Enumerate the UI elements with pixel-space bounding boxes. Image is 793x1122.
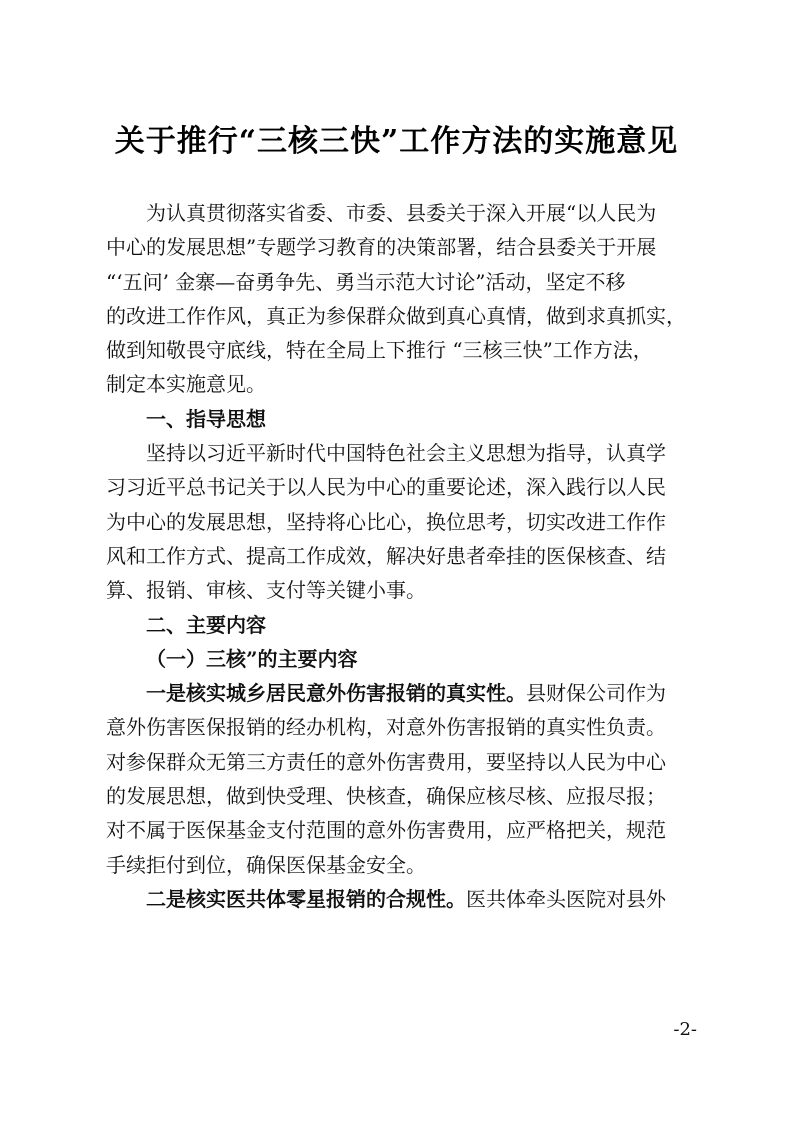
section-heading-guiding-ideology: 一、指导思想	[146, 406, 266, 431]
guiding-ideology-paragraph	[106, 436, 690, 607]
text-line	[106, 676, 690, 710]
page-number: -2-	[673, 1019, 697, 1040]
item-one-paragraph	[106, 676, 690, 882]
text-line: 对参保群众无第三方责任的意外伤害费用，要坚持以人民为中心	[106, 749, 666, 774]
text-line: 坚持以习近平新时代中国特色社会主义思想为指导，认真学	[146, 441, 666, 466]
text-line: 中心的发展思想”专题学习教育的决策部署，结合县委关于开展	[106, 235, 657, 260]
text-line: 手续拒付到位，确保医保基金安全。	[106, 852, 426, 877]
intro-paragraph	[106, 196, 690, 402]
text-line: 为认真贯彻落实省委、市委、县委关于深入开展“以人民为	[146, 201, 657, 225]
text-line: 为中心的发展思想，坚持将心比心，换位思考，切实改进工作作	[106, 509, 666, 534]
section-heading-main-content: 二、主要内容	[146, 612, 266, 637]
text-line: “‘五问’ 金寨—奋勇争先、勇当示范大讨论”活动，坚定不移	[106, 269, 626, 294]
item-one-lead: 一是核实城乡居民意外伤害报销的真实性。	[146, 681, 526, 706]
text-line: 算、报销、审核、支付等关键小事。	[106, 578, 426, 603]
text-line: 的发展思想，做到快受理、快核查，确保应核尽核、应报尽报；	[106, 784, 666, 809]
text-line: 做到知敬畏守底线，特在全局上下推行 “三核三快”工作方法，	[106, 338, 653, 363]
text-line: 意外伤害医保报销的经办机构，对意外伤害报销的真实性负责。	[106, 715, 666, 740]
text-line	[106, 882, 690, 916]
item-one-first-line-rest: 县财保公司作为	[526, 681, 666, 706]
subsection-heading-three-verifications: （一）三核”的主要内容	[146, 646, 358, 671]
document-title: 关于推行“三核三快”工作方法的实施意见	[114, 124, 679, 159]
text-line: 风和工作方式、提高工作成效，解决好患者牵挂的医保核查、结	[106, 543, 666, 568]
text-line: 习习近平总书记关于以人民为中心的重要论述，深入践行以人民	[106, 475, 666, 500]
document-body	[106, 196, 690, 916]
item-two-paragraph	[106, 882, 690, 916]
text-line: 的改进工作作风，真正为参保群众做到真心真情，做到求真抓实，	[106, 303, 686, 328]
text-line: 制定本实施意见。	[106, 372, 266, 397]
item-two-lead: 二是核实医共体零星报销的合规性。	[146, 886, 466, 911]
text-line: 对不属于医保基金支付范围的意外伤害费用，应严格把关，规范	[106, 818, 666, 843]
item-two-first-line-rest: 医共体牵头医院对县外	[466, 886, 666, 911]
